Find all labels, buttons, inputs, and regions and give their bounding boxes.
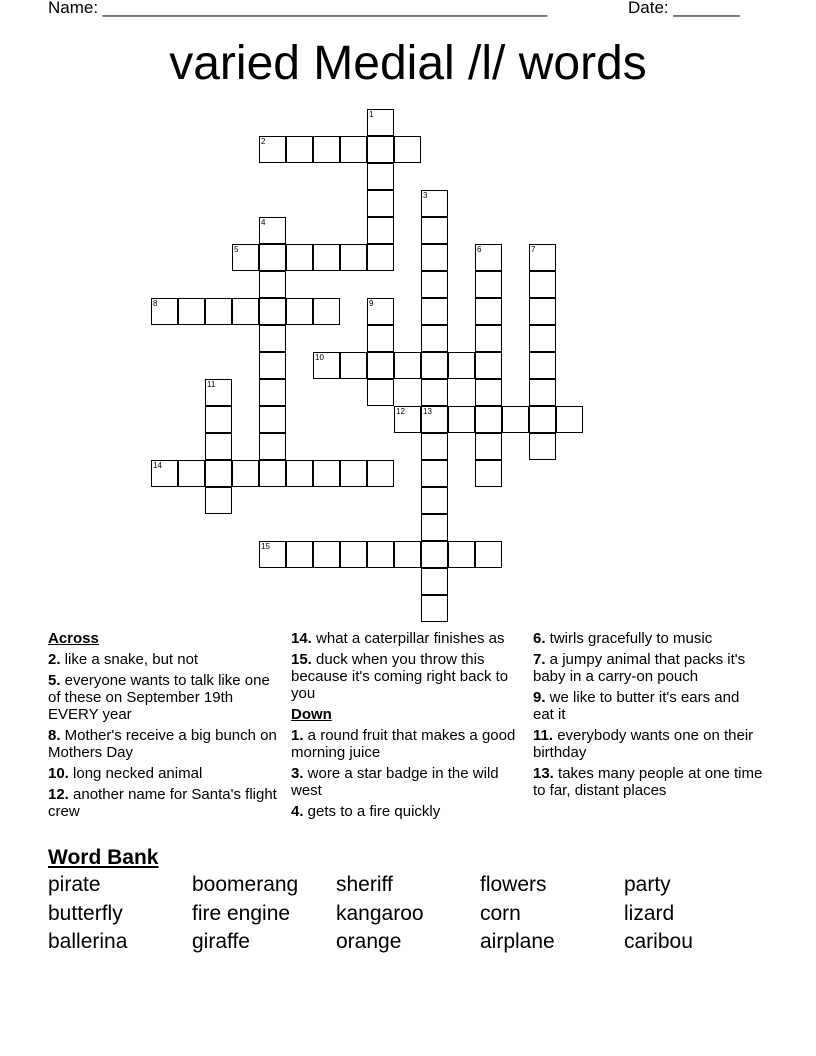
grid-cell[interactable] [475, 271, 502, 298]
clue-item [291, 803, 521, 820]
grid-cell[interactable] [259, 244, 286, 271]
page-title: varied Medial /l/ words [169, 37, 647, 90]
grid-cell[interactable] [259, 298, 286, 325]
word-bank-item: airplane [480, 930, 555, 953]
grid-cell[interactable] [421, 352, 448, 379]
grid-cell[interactable] [421, 433, 448, 460]
grid-cell[interactable] [286, 460, 313, 487]
clue-item-text: a round fruit that makes a good morning juice [291, 727, 516, 761]
word-bank-item: lizard [624, 901, 675, 925]
word-bank-item: pirate [48, 873, 101, 896]
clue-item [291, 651, 521, 702]
grid-cell[interactable] [529, 271, 556, 298]
word-bank-item: giraffe [192, 930, 250, 953]
clue-column-3 [533, 630, 763, 803]
grid-cell[interactable] [529, 325, 556, 352]
grid-cell[interactable] [286, 136, 313, 163]
grid-cell[interactable] [448, 352, 475, 379]
grid-cell[interactable] [205, 379, 232, 406]
clue-item-text: a jumpy animal that packs it's baby in a carry-on pouch [533, 651, 746, 685]
clue-item-text: we like to butter it's ears and eat it [533, 689, 740, 723]
clue-number: 3 [423, 191, 428, 200]
grid-cell[interactable] [151, 460, 178, 487]
clue-number: 7 [531, 245, 536, 254]
clue-item-text: Mother's receive a big bunch on Mothers Day [48, 727, 277, 761]
clue-section-heading: Across [48, 630, 99, 647]
grid-cell[interactable] [286, 244, 313, 271]
grid-cell[interactable] [340, 244, 367, 271]
clue-number: 11 [207, 380, 216, 389]
grid-cell[interactable] [286, 541, 313, 568]
grid-cell[interactable] [232, 244, 259, 271]
grid-cell[interactable] [394, 541, 421, 568]
clue-item [533, 727, 763, 761]
grid-cell[interactable] [394, 352, 421, 379]
grid-cell[interactable] [475, 379, 502, 406]
grid-cell[interactable] [529, 433, 556, 460]
grid-cell[interactable] [259, 406, 286, 433]
grid-cell[interactable] [178, 298, 205, 325]
clue-item-text: what a caterpillar finishes as [311, 630, 505, 647]
grid-cell[interactable] [259, 460, 286, 487]
clue-number: 5 [234, 245, 239, 254]
grid-cell[interactable] [313, 136, 340, 163]
grid-cell[interactable] [475, 433, 502, 460]
clue-number: 15 [261, 542, 270, 551]
grid-cell[interactable] [178, 460, 205, 487]
grid-cell[interactable] [259, 352, 286, 379]
word-bank-item: flowers [480, 873, 547, 896]
word-bank-item: butterfly [48, 901, 123, 925]
grid-cell[interactable] [367, 298, 394, 325]
clue-item-number: 1. [291, 727, 304, 744]
grid-cell[interactable] [340, 460, 367, 487]
grid-cell[interactable] [313, 352, 340, 379]
clue-item-number: 10. [48, 765, 69, 782]
grid-cell[interactable] [367, 190, 394, 217]
grid-cell[interactable] [367, 163, 394, 190]
grid-cell[interactable] [367, 136, 394, 163]
clue-item [291, 630, 521, 647]
grid-cell[interactable] [367, 352, 394, 379]
clue-item [533, 689, 763, 723]
grid-cell[interactable] [259, 433, 286, 460]
clue-number: 13 [423, 407, 432, 416]
clue-item [291, 727, 521, 761]
clue-column-1 [48, 630, 278, 824]
clue-item [48, 727, 278, 761]
grid-cell[interactable] [529, 379, 556, 406]
clue-item [48, 765, 278, 782]
grid-cell[interactable] [475, 352, 502, 379]
clue-item-number: 15. [291, 651, 312, 668]
grid-cell[interactable] [448, 541, 475, 568]
word-bank-item: caribou [624, 930, 693, 953]
grid-cell[interactable] [421, 271, 448, 298]
clue-item [48, 786, 278, 820]
grid-cell[interactable] [421, 595, 448, 622]
clue-item-text: everyone wants to talk like one of these on September 19th EVERY year [48, 672, 270, 723]
clue-item-text: duck when you throw this because it's coming right back to you [291, 651, 509, 702]
clue-item [48, 651, 278, 668]
clue-item-number: 11. [533, 727, 554, 744]
clue-number: 14 [153, 461, 162, 470]
grid-cell[interactable] [367, 109, 394, 136]
grid-cell[interactable] [475, 406, 502, 433]
clue-item [533, 765, 763, 799]
clue-number: 10 [315, 353, 324, 362]
grid-cell[interactable] [367, 244, 394, 271]
clue-item-number: 7. [533, 651, 546, 668]
grid-cell[interactable] [259, 271, 286, 298]
clue-item-text: takes many people at one time to far, distant places [533, 765, 763, 799]
grid-cell[interactable] [340, 136, 367, 163]
grid-cell[interactable] [367, 217, 394, 244]
date-field-label: Date: _______ [628, 0, 740, 17]
word-bank-item: fire engine [192, 901, 291, 925]
grid-cell[interactable] [421, 298, 448, 325]
grid-cell[interactable] [421, 460, 448, 487]
clue-item-number: 12. [48, 786, 69, 803]
clue-item-number: 13. [533, 765, 554, 782]
grid-cell[interactable] [259, 541, 286, 568]
grid-cell[interactable] [421, 244, 448, 271]
grid-cell[interactable] [205, 487, 232, 514]
grid-cell[interactable] [448, 406, 475, 433]
clue-item-text: gets to a fire quickly [303, 803, 441, 820]
grid-cell[interactable] [367, 379, 394, 406]
grid-cell[interactable] [367, 460, 394, 487]
clue-item-number: 5. [48, 672, 61, 689]
word-bank-item: orange [336, 930, 402, 953]
clue-item-number: 3. [291, 765, 304, 782]
grid-cell[interactable] [421, 487, 448, 514]
grid-cell[interactable] [205, 298, 232, 325]
grid-cell[interactable] [529, 244, 556, 271]
grid-cell[interactable] [313, 460, 340, 487]
grid-cell[interactable] [475, 541, 502, 568]
grid-cell[interactable] [394, 136, 421, 163]
grid-cell[interactable] [421, 514, 448, 541]
clue-item [533, 630, 763, 647]
clue-item [291, 765, 521, 799]
grid-cell[interactable] [421, 568, 448, 595]
clue-item-number: 2. [48, 651, 61, 668]
clue-section-heading: Down [291, 706, 332, 723]
word-bank-item: sheriff [336, 873, 393, 896]
clue-item-text: twirls gracefully to music [545, 630, 713, 647]
grid-cell[interactable] [232, 298, 259, 325]
clue-item-number: 8. [48, 727, 61, 744]
clue-item-number: 4. [291, 803, 304, 820]
grid-cell[interactable] [286, 298, 313, 325]
word-bank-item: boomerang [192, 873, 299, 896]
clue-item [533, 651, 763, 685]
word-bank-item: corn [480, 901, 521, 925]
grid-cell[interactable] [421, 379, 448, 406]
grid-cell[interactable] [340, 352, 367, 379]
clue-item-number: 9. [533, 689, 546, 706]
clue-number: 8 [153, 299, 158, 308]
grid-cell[interactable] [259, 379, 286, 406]
grid-cell[interactable] [475, 460, 502, 487]
grid-cell[interactable] [259, 325, 286, 352]
word-bank-title: Word Bank [48, 846, 159, 869]
grid-cell[interactable] [205, 433, 232, 460]
grid-cell[interactable] [502, 406, 529, 433]
clue-number: 2 [261, 137, 266, 146]
grid-cell[interactable] [421, 406, 448, 433]
grid-cell[interactable] [475, 298, 502, 325]
grid-cell[interactable] [313, 541, 340, 568]
clue-column-2 [291, 630, 521, 824]
grid-cell[interactable] [529, 298, 556, 325]
clue-item-number: 14. [291, 630, 312, 647]
grid-cell[interactable] [205, 460, 232, 487]
grid-cell[interactable] [529, 406, 556, 433]
grid-cell[interactable] [367, 541, 394, 568]
clue-number: 4 [261, 218, 266, 227]
grid-cell[interactable] [421, 325, 448, 352]
grid-cell[interactable] [151, 298, 178, 325]
grid-cell[interactable] [529, 352, 556, 379]
grid-cell[interactable] [556, 406, 583, 433]
clue-item-text: another name for Santa's flight crew [48, 786, 277, 820]
grid-cell[interactable] [421, 217, 448, 244]
word-bank-item: kangaroo [336, 901, 424, 925]
grid-cell[interactable] [259, 136, 286, 163]
grid-cell[interactable] [394, 406, 421, 433]
clue-item-text: wore a star badge in the wild west [291, 765, 499, 799]
word-bank-item: party [624, 873, 671, 896]
grid-cell[interactable] [205, 406, 232, 433]
clue-item-text: long necked animal [68, 765, 203, 782]
grid-cell[interactable] [421, 190, 448, 217]
name-field-label: Name: _______________________________________________ [48, 0, 548, 17]
grid-cell[interactable] [421, 541, 448, 568]
clue-item-text: everybody wants one on their birthday [533, 727, 754, 761]
word-bank-item: ballerina [48, 930, 128, 953]
grid-cell[interactable] [313, 298, 340, 325]
grid-cell[interactable] [367, 325, 394, 352]
grid-cell[interactable] [232, 460, 259, 487]
clue-number: 12 [396, 407, 405, 416]
clue-number: 9 [369, 299, 374, 308]
clue-number: 1 [369, 110, 374, 119]
clue-number: 6 [477, 245, 482, 254]
clue-item-number: 6. [533, 630, 546, 647]
clue-item [48, 672, 278, 723]
grid-cell[interactable] [313, 244, 340, 271]
grid-cell[interactable] [340, 541, 367, 568]
clue-item-text: like a snake, but not [60, 651, 199, 668]
grid-cell[interactable] [475, 325, 502, 352]
grid-cell[interactable] [475, 244, 502, 271]
grid-cell[interactable] [259, 217, 286, 244]
